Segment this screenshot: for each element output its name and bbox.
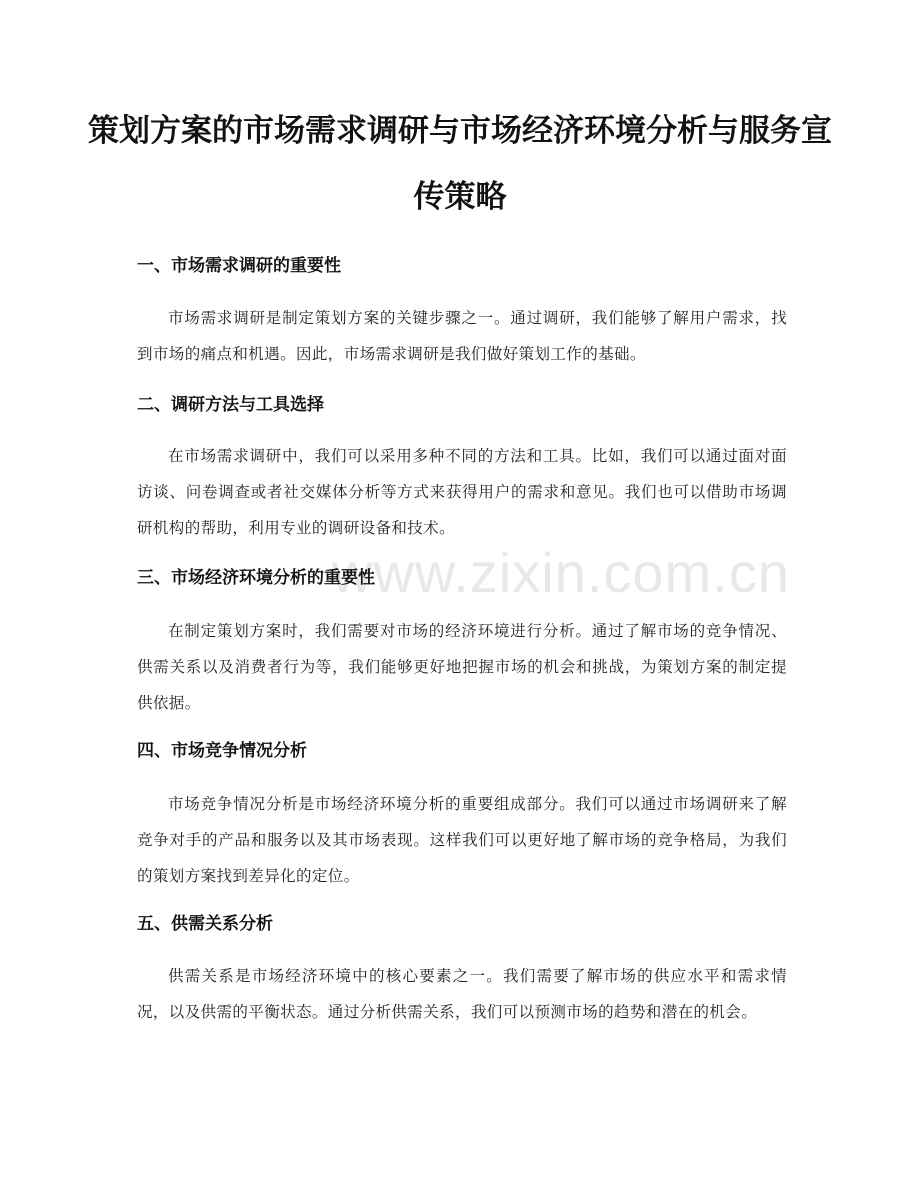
section-body-3: 在制定策划方案时，我们需要对市场的经济环境进行分析。通过了解市场的竞争情况、供需关系以及消费者行为等，我们能够更好地把握市场的机会和挑战，为策划方案的制定提供依据。 xyxy=(137,622,787,712)
section-heading-5: 五、供需关系分析 xyxy=(137,914,273,934)
section-heading-4: 四、市场竞争情况分析 xyxy=(137,741,307,761)
section-heading-3: 三、市场经济环境分析的重要性 xyxy=(137,568,375,588)
section-heading-1: 一、市场需求调研的重要性 xyxy=(137,256,341,276)
section-body-5: 供需关系是市场经济环境中的核心要素之一。我们需要了解市场的供应水平和需求情况，以及供需的平衡状态。通过分析供需关系，我们可以预测市场的趋势和潜在的机会。 xyxy=(137,967,787,1021)
section-body-1: 市场需求调研是制定策划方案的关键步骤之一。通过调研，我们能够了解用户需求，找到市场的痛点和机遇。因此，市场需求调研是我们做好策划工作的基础。 xyxy=(137,309,787,363)
section-heading-2: 二、调研方法与工具选择 xyxy=(137,395,324,415)
section-body-4: 市场竞争情况分析是市场经济环境分析的重要组成部分。我们可以通过市场调研来了解竞争对手的产品和服务以及其市场表现。这样我们可以更好地了解市场的竞争格局，为我们的策划方案找到差异化的定位。 xyxy=(137,795,787,885)
section-body-2: 在市场需求调研中，我们可以采用多种不同的方法和工具。比如，我们可以通过面对面访谈、问卷调查或者社交媒体分析等方式来获得用户的需求和意见。我们也可以借助市场调研机构的帮助，利用专业的调研设备和技术。 xyxy=(137,447,787,537)
document-title: 策划方案的市场需求调研与市场经济环境分析与服务宣传策略 xyxy=(88,113,832,215)
watermark: www.zixin.com.cn xyxy=(332,541,790,604)
